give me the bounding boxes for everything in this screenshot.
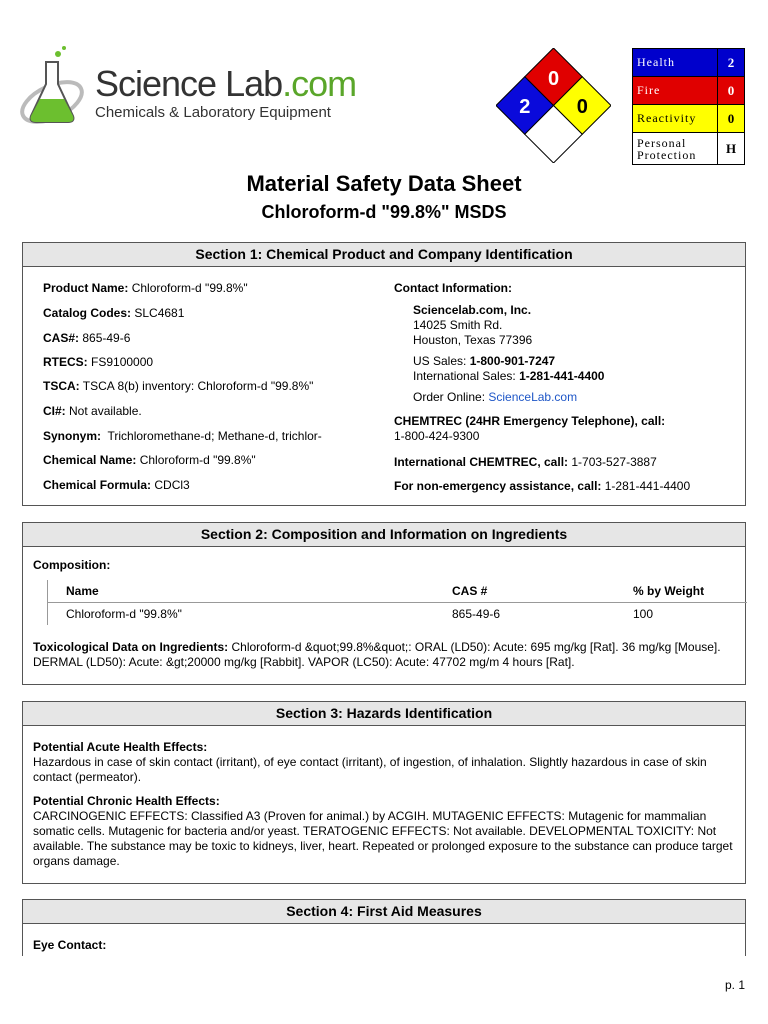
field-chemical-formula: Chemical Formula: CDCl3 bbox=[43, 478, 190, 492]
field-cas: CAS#: 865-49-6 bbox=[43, 331, 131, 345]
section-3 bbox=[22, 701, 746, 884]
toxicological-data: Toxicological Data on Ingredients: Chloroform-d &quot;99.8%&quot;: ORAL (LD50): Acute: 695 mg/kg [Rat]. 36 mg/kg [Mouse]. DERMAL (LD50): Acute: &gt;20000 mg/kg [Rabbit]. VAPOR (LC50): Acute: 47702 mg/m 4 hours [Rat]. bbox=[33, 640, 721, 669]
chronic-effects-text: CARCINOGENIC EFFECTS: Classified A3 (Proven for animal.) by ACGIH. MUTAGENIC EFFECTS: Mutagenic for mammalian somatic cells. Mutagenic for bacteria and/or yeast. TERATOGENIC EFFECTS: Not available. DEVELOPMENTAL TOXICITY: Not available. The substance may be toxic to kidneys, liver, heart. Repeated or prolonged exposure to the substance can produce target organs damage. bbox=[33, 809, 733, 868]
table-cell: Chloroform-d "99.8%" bbox=[66, 607, 182, 621]
acute-effects-text: Hazardous in case of skin contact (irritant), of eye contact (irritant), of ingestion, of inhalation. Slightly hazardous in case of skin contact (permeator). bbox=[33, 755, 707, 784]
section-1-header: Section 1: Chemical Product and Company Identification bbox=[23, 243, 745, 267]
flask-icon bbox=[18, 44, 98, 132]
hazard-label: Fire bbox=[633, 77, 718, 105]
hazard-label: Personal Protection bbox=[633, 133, 718, 165]
acute-effects-label: Potential Acute Health Effects: bbox=[33, 740, 208, 754]
field-ci: CI#: Not available. bbox=[43, 404, 142, 418]
nfpa-flammability: 0 bbox=[547, 68, 560, 90]
composition-table bbox=[47, 580, 747, 625]
nfpa-reactivity: 0 bbox=[576, 96, 588, 118]
chronic-effects bbox=[33, 794, 738, 869]
field-product-name: Product Name: Chloroform-d "99.8%" bbox=[43, 281, 248, 295]
eye-contact-label: Eye Contact: bbox=[33, 938, 107, 952]
order-online: Order Online: ScienceLab.com bbox=[413, 390, 578, 404]
hazard-label: Reactivity bbox=[633, 105, 718, 133]
table-row bbox=[48, 603, 748, 626]
composition-header-row bbox=[48, 580, 748, 603]
logo-wordmark: Science Lab.com bbox=[95, 63, 357, 104]
hazard-row-fire bbox=[633, 77, 745, 105]
composition-label: Composition: bbox=[33, 558, 111, 572]
section-4 bbox=[22, 899, 746, 956]
document-title: Material Safety Data Sheet bbox=[246, 171, 522, 196]
field-synonym: Synonym: Trichloromethane-d; Methane-d, trichlor- bbox=[43, 429, 322, 443]
acute-effects bbox=[33, 740, 738, 785]
hazard-value: H bbox=[718, 133, 745, 165]
nfpa-diamond bbox=[496, 48, 611, 163]
sciencelab-link[interactable]: ScienceLab.com bbox=[488, 390, 578, 404]
us-sales: US Sales: 1-800-901-7247 bbox=[413, 354, 556, 368]
table-cell: 100 bbox=[633, 607, 654, 621]
address-line-1: 14025 Smith Rd. bbox=[413, 318, 503, 332]
hazard-value: 2 bbox=[718, 49, 745, 77]
section-2 bbox=[22, 522, 746, 685]
hazard-row-protection bbox=[633, 133, 745, 165]
chemtrec-number: 1-800-424-9300 bbox=[394, 429, 480, 443]
section-2-header: Section 2: Composition and Information on Ingredients bbox=[23, 523, 745, 547]
hazard-row-health bbox=[633, 49, 745, 77]
hazard-label: Health bbox=[633, 49, 718, 77]
intl-chemtrec: International CHEMTREC, call: 1-703-527-3887 bbox=[394, 455, 657, 469]
field-tsca: TSCA: TSCA 8(b) inventory: Chloroform-d "99.8%" bbox=[43, 379, 314, 393]
column-header: CAS # bbox=[434, 580, 615, 603]
hazard-value: 0 bbox=[718, 77, 745, 105]
intl-sales: International Sales: 1-281-441-4400 bbox=[413, 369, 605, 383]
hazard-row-reactivity bbox=[633, 105, 745, 133]
section-3-header: Section 3: Hazards Identification bbox=[23, 702, 745, 726]
field-chemical-name: Chemical Name: Chloroform-d "99.8%" bbox=[43, 453, 256, 467]
company-name: Sciencelab.com, Inc. bbox=[413, 303, 532, 317]
field-rtecs: RTECS: FS9100000 bbox=[43, 355, 154, 369]
column-header: Name bbox=[48, 580, 435, 603]
section-4-header: Section 4: First Aid Measures bbox=[23, 900, 745, 924]
chronic-effects-label: Potential Chronic Health Effects: bbox=[33, 794, 220, 808]
section-1 bbox=[22, 242, 746, 506]
document-subtitle: Chloroform-d "99.8%" MSDS bbox=[261, 202, 507, 222]
field-catalog-codes: Catalog Codes: SLC4681 bbox=[43, 306, 185, 320]
hazard-rating-table bbox=[632, 48, 745, 165]
logo-tagline: Chemicals & Laboratory Equipment bbox=[95, 104, 331, 121]
table-cell: 865-49-6 bbox=[452, 607, 501, 621]
chemtrec-label: CHEMTREC (24HR Emergency Telephone), call: bbox=[394, 414, 666, 428]
address-line-2: Houston, Texas 77396 bbox=[413, 333, 533, 347]
page-number: p. 1 bbox=[724, 978, 745, 992]
nfpa-health: 2 bbox=[519, 96, 531, 118]
column-header: % by Weight bbox=[615, 580, 747, 603]
non-emergency: For non-emergency assistance, call: 1-281-441-4400 bbox=[394, 479, 691, 493]
hazard-value: 0 bbox=[718, 105, 745, 133]
contact-label: Contact Information: bbox=[394, 281, 512, 295]
